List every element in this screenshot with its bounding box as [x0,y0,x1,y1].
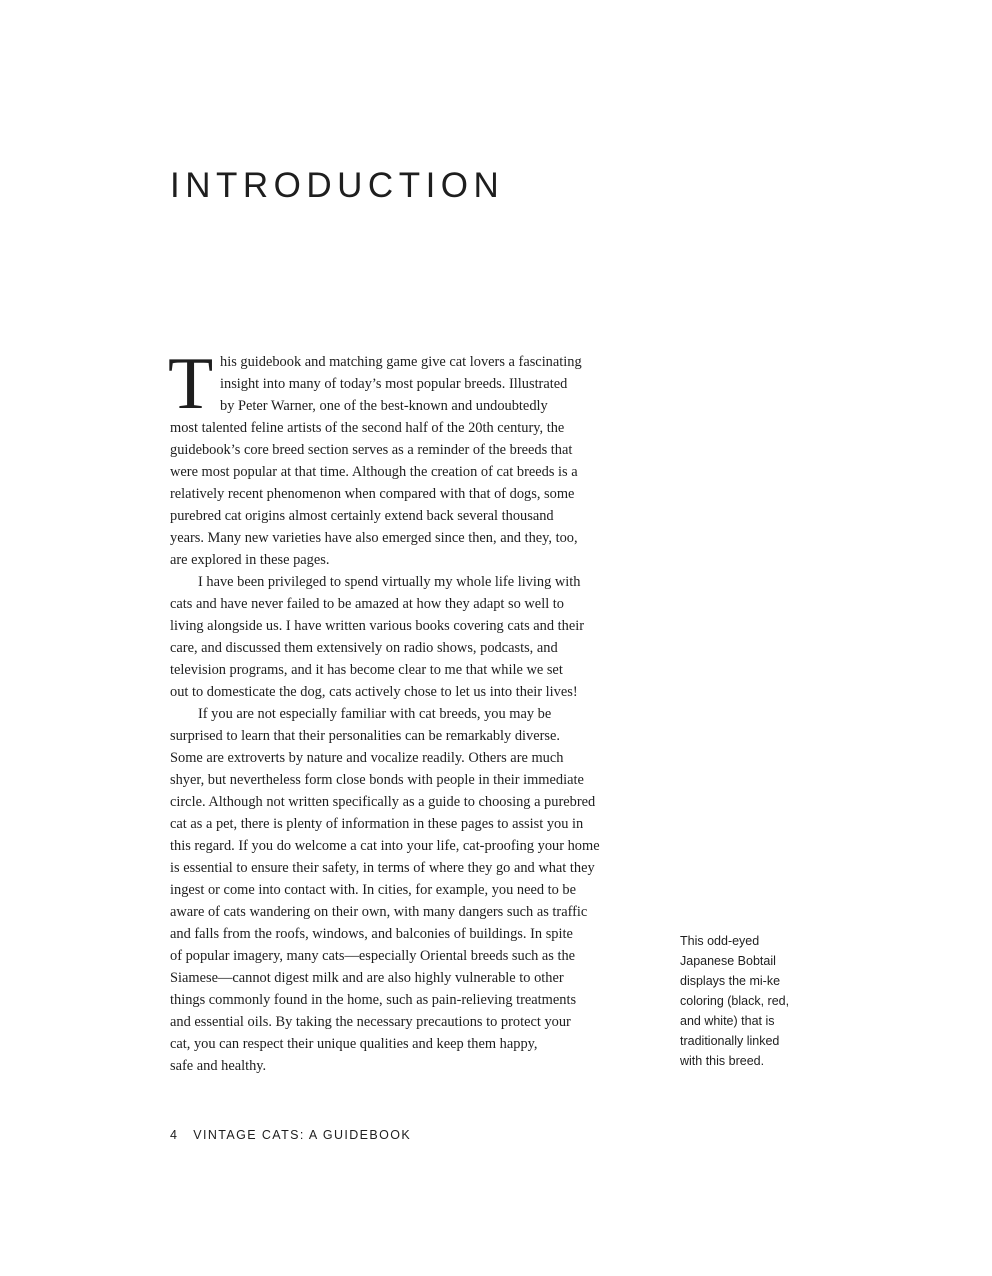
paragraph-3-line: Siamese—cannot digest milk and are also highly vulnerable to other [170,970,564,986]
paragraph-2-line: living alongside us. I have written various books covering cats and their [170,618,585,634]
running-title: VINTAGE CATS: A GUIDEBOOK [193,1128,412,1142]
paragraph-3-line: cat, you can respect their unique qualities and keep them happy, [170,1036,538,1052]
paragraph-3-line: safe and healthy. [170,1058,267,1074]
paragraph-3-line: this regard. If you do welcome a cat into your life, cat-proofing your home [170,838,600,854]
paragraph-3-line: is essential to ensure their safety, in terms of where they go and what they [170,860,595,876]
running-footer [170,1126,411,1144]
paragraph-2-line: I have been privileged to spend virtually my whole life living with [198,574,581,590]
paragraph-3-line: and essential oils. By taking the necessary precautions to protect your [170,1014,571,1030]
paragraph-2-line: cats and have never failed to be amazed at how they adapt so well to [170,596,564,612]
caption-line: displays the mi-ke [680,974,781,988]
caption-line: with this breed. [680,1054,765,1068]
paragraph-1-line: are explored in these pages. [170,552,330,568]
body-text [168,343,600,1077]
image-caption [680,931,789,1071]
caption-line: This odd-eyed [680,934,760,948]
paragraph-1-line: were most popular at that time. Although the creation of cat breeds is a [170,464,578,480]
paragraph-3-line: Some are extroverts by nature and vocalize readily. Others are much [170,750,564,766]
paragraph-3-line: cat as a pet, there is plenty of information in these pages to assist you in [170,816,584,832]
paragraph-1-line: his guidebook and matching game give cat lovers a fascinating [220,354,582,370]
paragraph-1-line: years. Many new varieties have also emerged since then, and they, too, [170,530,578,546]
paragraph-3-line: If you are not especially familiar with cat breeds, you may be [198,706,552,722]
paragraph-1-line: insight into many of today’s most popular breeds. Illustrated [220,376,568,392]
paragraph-1-line: most talented feline artists of the second half of the 20th century, the [170,420,565,436]
page-title: INTRODUCTION [170,166,505,205]
caption-line: and white) that is [680,1014,775,1028]
paragraph-3-line: ingest or come into contact with. In cities, for example, you need to be [170,882,577,898]
paragraph-3-line: of popular imagery, many cats—especially Oriental breeds such as the [170,948,576,964]
caption-line: traditionally linked [680,1034,780,1048]
paragraph-2-line: television programs, and it has become clear to me that while we set [170,662,563,678]
paragraph-3-line: things commonly found in the home, such as pain-relieving treatments [170,992,577,1008]
paragraph-2-line: care, and discussed them extensively on radio shows, podcasts, and [170,640,558,656]
paragraph-3-line: and falls from the roofs, windows, and balconies of buildings. In spite [170,926,573,942]
caption-line: Japanese Bobtail [680,954,776,968]
paragraph-1-line: by Peter Warner, one of the best-known and undoubtedly [220,398,548,414]
paragraph-1-line: guidebook’s core breed section serves as a reminder of the breeds that [170,442,573,458]
paragraph-1-line: relatively recent phenomenon when compared with that of dogs, some [170,486,575,502]
drop-cap: T [168,343,214,425]
caption-line: coloring (black, red, [680,994,790,1008]
paragraph-2-line: out to domesticate the dog, cats actively chose to let us into their lives! [170,684,578,700]
paragraph-1-line: purebred cat origins almost certainly extend back several thousand [170,508,554,524]
page-number: 4 [170,1128,179,1142]
paragraph-3-line: shyer, but nevertheless form close bonds with people in their immediate [170,772,584,788]
paragraph-3-line: aware of cats wandering on their own, with many dangers such as traffic [170,904,588,920]
paragraph-3-line: surprised to learn that their personalities can be remarkably diverse. [170,728,561,744]
paragraph-3-line: circle. Although not written specifically as a guide to choosing a purebred [170,794,596,810]
